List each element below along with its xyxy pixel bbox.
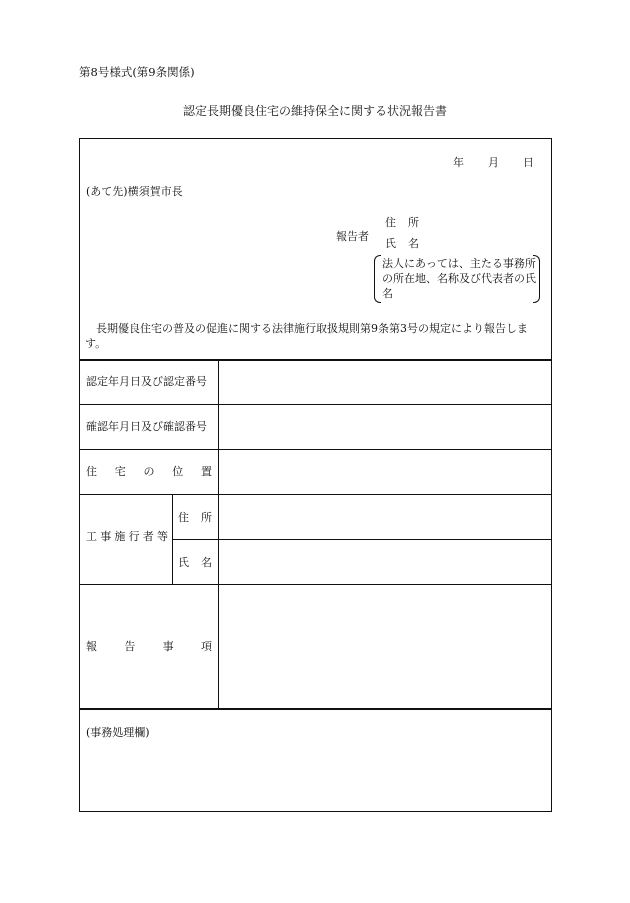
reporter-label: 報告者 bbox=[336, 230, 369, 243]
label-char: 事 bbox=[100, 530, 112, 543]
addressee: (あて先)横須賀市長 bbox=[86, 185, 183, 198]
label-column-divider bbox=[218, 359, 219, 709]
label-char: 宅 bbox=[114, 465, 126, 478]
corporate-note bbox=[374, 255, 540, 303]
corporate-note-text: 法人にあっては、主たる事務所の所在地、名称及び代表者の氏名 bbox=[382, 257, 536, 300]
label-char: 住 bbox=[86, 465, 97, 478]
label-char: 名 bbox=[201, 556, 212, 569]
confirmation-date-number-label: 確認年月日及び確認番号 bbox=[86, 420, 207, 433]
label-char: 置 bbox=[201, 465, 212, 478]
office-divider bbox=[79, 708, 552, 710]
certification-date-number-label: 認定年月日及び認定番号 bbox=[86, 375, 207, 388]
builder-address-label bbox=[178, 511, 212, 524]
builder-name-label bbox=[178, 556, 212, 569]
form-number-label: 第8号様式(第9条関係) bbox=[79, 65, 195, 79]
label-char: 氏 bbox=[178, 556, 189, 569]
label-char: 等 bbox=[156, 530, 168, 543]
row-divider bbox=[79, 449, 552, 450]
label-char: の bbox=[143, 465, 155, 478]
reporter-name-label: 氏名 bbox=[385, 237, 431, 250]
report-statement: 長期優良住宅の普及の促進に関する法律施行取扱規則第9条第3号の規定により報告します。 bbox=[85, 322, 528, 350]
label-char: 位 bbox=[172, 465, 184, 478]
row-divider bbox=[79, 584, 552, 585]
header-divider bbox=[79, 359, 552, 361]
date-month-label: 月 bbox=[488, 156, 499, 169]
label-char: 項 bbox=[200, 640, 212, 653]
document-title: 認定長期優良住宅の維持保全に関する状況報告書 bbox=[182, 104, 447, 118]
label-char: 報 bbox=[86, 640, 97, 653]
left-bracket bbox=[374, 255, 381, 303]
date-year-label: 年 bbox=[453, 156, 464, 169]
builder-sub-divider bbox=[172, 494, 173, 584]
label-char: 告 bbox=[124, 640, 136, 653]
label-char: 者 bbox=[142, 530, 154, 543]
row-divider bbox=[79, 494, 552, 495]
label-char: 事 bbox=[162, 640, 174, 653]
date-day-label: 日 bbox=[523, 156, 534, 169]
label-char: 所 bbox=[201, 511, 212, 524]
label-char: 施 bbox=[114, 530, 126, 543]
label-char: 住 bbox=[178, 511, 189, 524]
row-divider bbox=[172, 539, 552, 540]
report-items-label bbox=[86, 640, 212, 653]
builder-label bbox=[86, 530, 168, 543]
house-location-label bbox=[86, 465, 212, 478]
row-divider bbox=[79, 404, 552, 405]
reporter-address-label: 住所 bbox=[385, 216, 431, 229]
label-char: 工 bbox=[86, 530, 97, 543]
office-use-label: (事務処理欄) bbox=[86, 726, 150, 739]
label-char: 行 bbox=[128, 530, 140, 543]
